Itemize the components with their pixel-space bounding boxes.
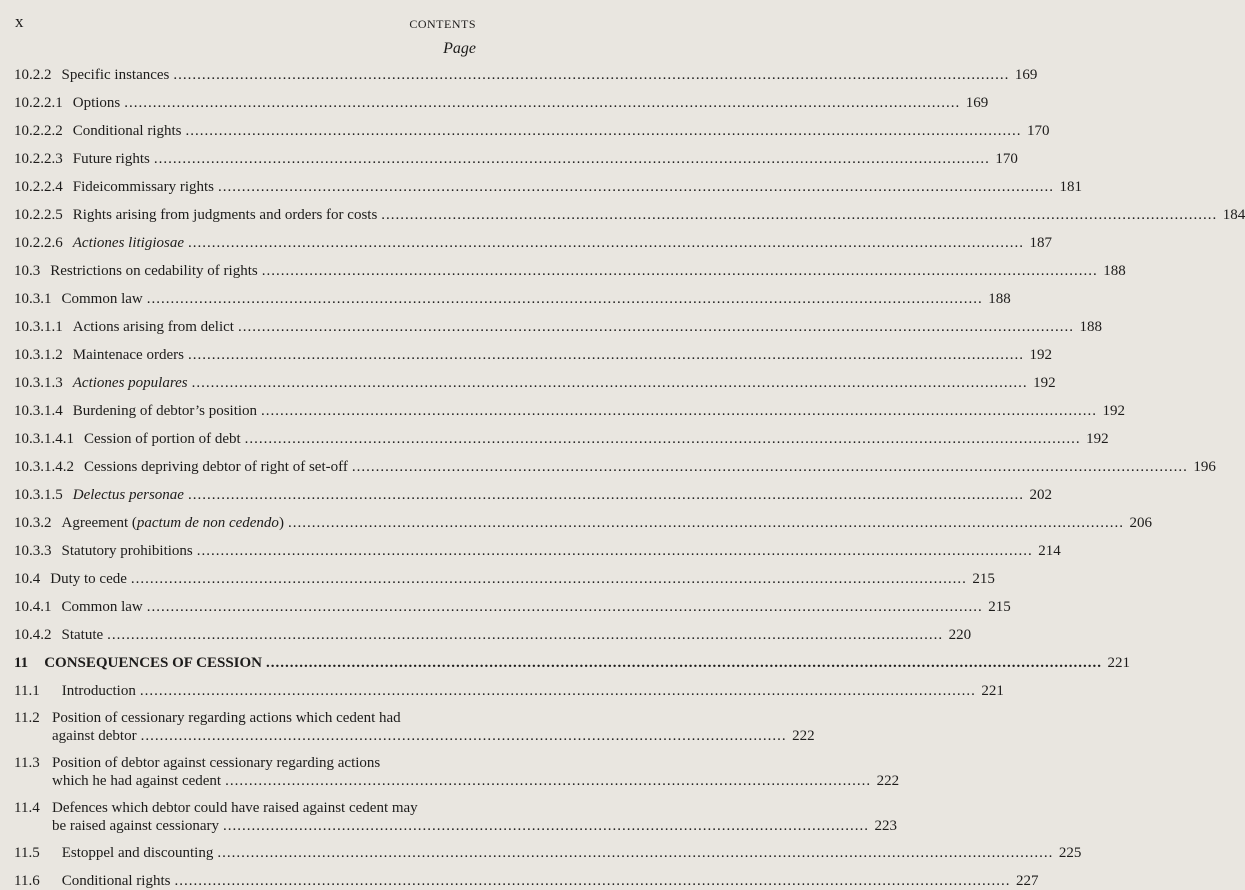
toc-entry: 11.6 Conditional rights ..... 227 (14, 873, 476, 890)
toc-entry: 10.4.1 Common law ..... 215 (14, 599, 476, 616)
toc-entry: 10.3.1.1 Actions arising from delict ..... 188 (14, 319, 476, 336)
toc-entry: 10.2.2.5 Rights arising from judgments and orders for costs ..... 184 (14, 207, 476, 224)
toc-entry: 11.3 Position of debtor against cessionary regarding actions which he had against cedent ..... 222 (14, 754, 476, 790)
toc-entry: 10.3.1.4.1 Cession of portion of debt ..... 192 (14, 431, 476, 448)
toc-entry: 11.2 Position of cessionary regarding actions which cedent had against debtor ..... 222 (14, 709, 476, 745)
toc-entry: 11.1 Introduction ..... 221 (14, 683, 476, 700)
toc-entry: 10.2.2.2 Conditional rights ..... 170 (14, 123, 476, 140)
toc-entry: 10.3 Restrictions on cedability of rights ..... 188 (14, 263, 476, 280)
toc-entry: 10.3.1.4 Burdening of debtor’s position ..... 192 (14, 403, 476, 420)
toc-entry: 10.3.1.2 Maintenace orders ..... 192 (14, 347, 476, 364)
toc-entry: 10.3.1.5 Delectus personae ..... 202 (14, 487, 476, 504)
toc-entry: 11.4 Defences which debtor could have raised against cedent may be raised against cessionary ..... 223 (14, 799, 476, 835)
toc-entry: 10.2.2 Specific instances ..... 169 (14, 67, 476, 84)
toc-entry: 10.4 Duty to cede ..... 215 (14, 571, 476, 588)
page-numeral: x (15, 12, 24, 31)
running-header: CONTENTS (409, 17, 476, 31)
toc-entry: 10.3.1 Common law ..... 188 (14, 291, 476, 308)
toc-entry: 10.3.2 Agreement (pactum de non cedendo) ..... 206 (14, 515, 476, 532)
toc-entry: 10.2.2.3 Future rights ..... 170 (14, 151, 476, 168)
chapter-heading: 11 CONSEQUENCES OF CESSION ..... 221 (14, 655, 476, 672)
toc-entry: 10.4.2 Statute ..... 220 (14, 627, 476, 644)
toc-entry: 10.3.1.4.2 Cessions depriving debtor of right of set-off ..... 196 (14, 459, 476, 476)
toc-entry: 10.3.3 Statutory prohibitions ..... 214 (14, 543, 476, 560)
toc-entry: 10.2.2.1 Options ..... 169 (14, 95, 476, 112)
toc-entry: 10.2.2.6 Actiones litigiosae ..... 187 (14, 235, 476, 252)
table-of-contents (14, 64, 1245, 890)
toc-entry: 10.2.2.4 Fideicommissary rights ..... 181 (14, 179, 476, 196)
toc-entry: 11.5 Estoppel and discounting ..... 225 (14, 845, 476, 862)
page-column-label: Page (443, 40, 476, 57)
toc-entry: 10.3.1.3 Actiones populares ..... 192 (14, 375, 476, 392)
